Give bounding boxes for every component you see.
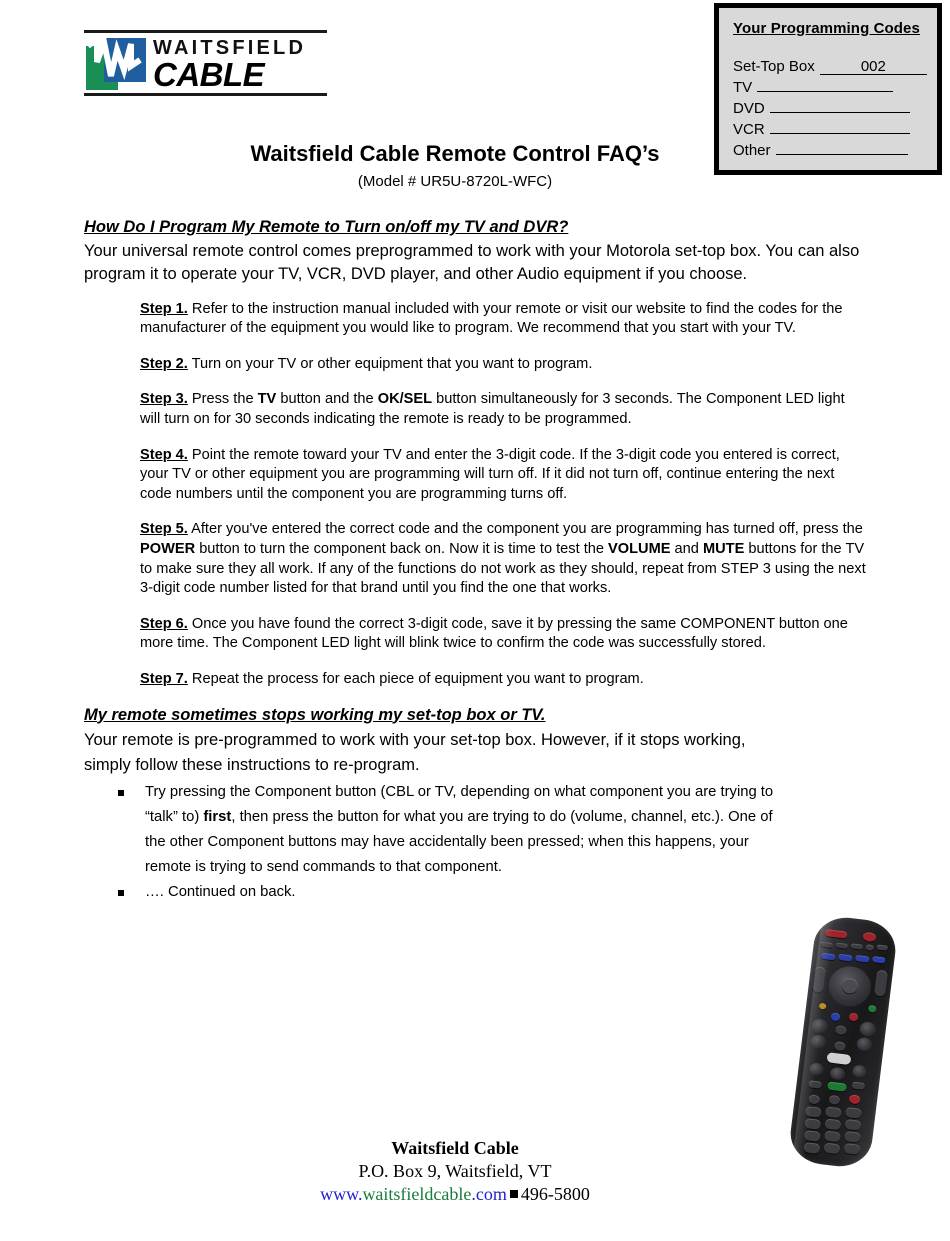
remote-button-live [829, 1067, 845, 1081]
remote-button-list [809, 1062, 824, 1076]
codes-label-dvd: DVD [733, 100, 765, 117]
step-text: Once you have found the correct 3-digit code, save it by pressing the same COMPONENT button one more time. The Component LED light will blink twice to confirm the code was successfully stored. [140, 615, 848, 652]
remote-button-skip [856, 1037, 872, 1052]
step-item [140, 520, 868, 598]
codes-value-set-top-box[interactable]: 002 [820, 59, 927, 75]
codes-value-dvd[interactable] [770, 97, 910, 113]
step-text: Refer to the instruction manual included with your remote or visit our website to find the codes for the manufacturer of the equipment you would like to program. We recommend that you start with your TV. [140, 300, 843, 337]
step-label: Step 2. [140, 355, 188, 372]
list-item [114, 780, 785, 880]
remote-button-blue [831, 1012, 841, 1021]
codes-row-dvd [733, 97, 927, 118]
footer-website-link[interactable] [320, 1184, 507, 1204]
waitsfield-cable-logo [84, 30, 327, 96]
footer-contact-line [0, 1183, 910, 1206]
remote-button-day [852, 1064, 867, 1078]
remote-button-page-down [851, 1081, 865, 1090]
section-lead-troubleshooting: Your remote is pre-programmed to work with your set-top box. However, if it stops working, simply follow these instructions to re-program. [84, 730, 746, 774]
codes-value-tv[interactable] [757, 76, 893, 92]
footer-company-name: Waitsfield Cable [391, 1138, 519, 1158]
footer-phone: 496-5800 [520, 1184, 590, 1204]
programming-steps-list [140, 300, 868, 690]
step-text: Press the TV button and the OK/SEL button simultaneously for 3 seconds. The Component LED light will turn on for 30 seconds indicating the remote is ready to be programmed. [140, 391, 845, 427]
url-domain: waitsfieldcable [362, 1184, 472, 1204]
step-text: Repeat the process for each piece of equipment you want to program. [187, 670, 644, 687]
codes-label-set-top-box: Set-Top Box [733, 58, 815, 75]
codes-value-vcr[interactable] [770, 118, 910, 134]
logo-mountain-mark-icon [84, 36, 146, 90]
step-item [140, 615, 868, 654]
remote-control-image [794, 918, 898, 1168]
step-item [140, 300, 868, 339]
separator-square-icon [510, 1190, 518, 1198]
footer [0, 1137, 950, 1206]
remote-button-play [835, 1025, 847, 1035]
logo-word-waitsfield: WAITSFIELD [153, 36, 307, 59]
document-body [84, 218, 868, 905]
remote-key-5 [824, 1118, 841, 1130]
page-subtitle-model: (Model # UR5U-8720L-WFC) [357, 173, 553, 190]
remote-button-record [849, 1094, 861, 1104]
remote-button-fast-forward [859, 1021, 877, 1037]
step-label: Step 4. [140, 446, 188, 463]
remote-button-menu [838, 954, 853, 962]
remote-button-component-5 [877, 944, 889, 950]
remote-button-exit [872, 956, 886, 964]
remote-button-red [849, 1013, 859, 1022]
remote-button-record-play [828, 1095, 840, 1105]
remote-button-component-4 [865, 944, 874, 951]
remote-button-rewind [811, 1018, 829, 1034]
remote-button-page-up [808, 1080, 822, 1089]
remote-button-dvr [826, 1052, 851, 1065]
codes-row-set-top-box [733, 57, 927, 76]
url-prefix: www. [320, 1184, 363, 1204]
step-item [140, 446, 868, 505]
list-item-text: …. Continued on back. [145, 883, 296, 900]
remote-button-info [855, 955, 870, 963]
remote-key-4 [804, 1118, 821, 1130]
remote-button-component-2 [835, 942, 848, 948]
footer-address: P.O. Box 9, Waitsfield, VT [358, 1161, 552, 1181]
url-tld: .com [471, 1184, 507, 1204]
step-text: After you've entered the correct code and the component you are programming has turned off, press the POWER button to turn the component back on. Now it is time to test the VOLUME and MUTE buttons for the TV to make sure they all work. If any of the functions do not work as they should, repeat from STEP 3 using the next 3-digit code number listed for that brand until you find the one that works. [140, 521, 866, 597]
step-label: Step 3. [140, 391, 188, 408]
troubleshooting-bullet-list [84, 780, 868, 905]
remote-button-component-3 [850, 943, 863, 949]
remote-volume-rocker [812, 966, 826, 993]
remote-button-cable-power [825, 929, 848, 939]
page-title: Waitsfield Cable Remote Control FAQ’s [250, 141, 660, 166]
list-item [114, 880, 785, 905]
step-item [140, 355, 868, 375]
remote-key-2 [825, 1106, 842, 1118]
remote-key-1 [805, 1106, 822, 1118]
remote-button-pause [834, 1041, 846, 1051]
section-heading-troubleshooting: My remote sometimes stops working my set-top box or TV. [84, 705, 546, 724]
remote-button-stop [808, 1094, 820, 1104]
remote-control-body [787, 914, 899, 1170]
logo-body [84, 36, 327, 91]
remote-button-tv-power [863, 932, 877, 943]
step-text: Point the remote toward your TV and enter the 3-digit code. If the 3-digit code you entered is correct, your TV or other equipment you are programming will turn off. If it did not turn off, continue entering the next code numbers until the component you are programming turns off. [140, 446, 840, 502]
logo-top-rule [84, 30, 327, 33]
step-text: Turn on your TV or other equipment that you want to program. [187, 355, 593, 372]
remote-button-guide [821, 953, 836, 961]
logo-bottom-rule [84, 93, 327, 96]
section-heading-programming: How Do I Program My Remote to Turn on/off my TV and DVR? [84, 218, 569, 236]
remote-button-last [827, 1081, 847, 1091]
step-label: Step 6. [140, 615, 188, 632]
list-item-text: Try pressing the Component button (CBL or TV, depending on what component you are trying to “talk” to) first, then press the button for what you are trying to do (volume, channel, etc.). One of the other Component buttons may have accidentally been pressed; when this happens, your remote is trying to send commands to that component. [145, 783, 774, 875]
remote-channel-rocker [874, 970, 888, 997]
codes-row-tv [733, 76, 927, 97]
codes-label-vcr: VCR [733, 121, 765, 138]
step-label: Step 1. [140, 300, 188, 317]
codes-row-vcr [733, 118, 927, 139]
codes-label-other: Other [733, 142, 771, 159]
step-label: Step 7. [140, 670, 188, 687]
step-label: Step 5. [140, 521, 188, 538]
logo-wordmark [146, 36, 327, 91]
logo-word-cable: CABLE [153, 55, 265, 93]
remote-key-6 [844, 1119, 861, 1131]
codes-label-tv: TV [733, 79, 753, 96]
step-item [140, 670, 868, 690]
remote-key-3 [845, 1107, 862, 1119]
section-lead-programming: Your universal remote control comes preprogrammed to work with your Motorola set-top box. You can also program it to operate your TV, VCR, DVD player, and other Audio equipment if you choose. [84, 242, 860, 283]
remote-button-replay [810, 1034, 826, 1049]
remote-button-component-1 [820, 942, 833, 948]
programming-codes-title: Your Programming Codes [733, 20, 920, 37]
remote-button-a [868, 1005, 877, 1013]
step-item [140, 390, 868, 429]
remote-button-alert [819, 1003, 827, 1010]
section-troubleshooting [84, 706, 868, 905]
